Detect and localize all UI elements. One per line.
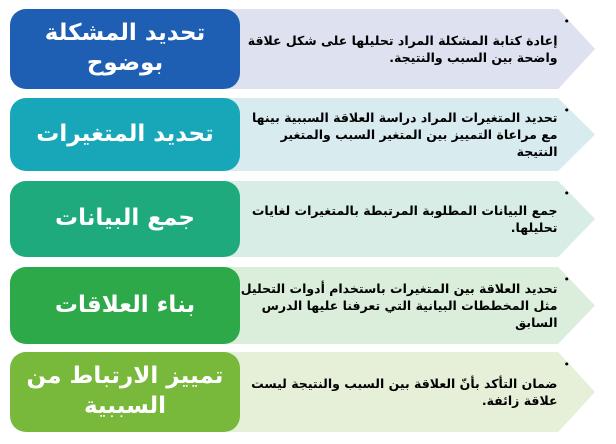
step-1-arrow-text	[240, 9, 570, 89]
step-1-title: تحديد المشكلة بوضوح	[44, 20, 206, 76]
step-3	[0, 181, 616, 257]
step-1-box	[10, 9, 240, 89]
step-3-box	[10, 181, 240, 257]
bullet-icon: •	[563, 104, 570, 117]
step-5-description: ضمان التأكد بأنّ العلاقة بين السبب والنتيجة ليست علاقة زائفة.	[251, 376, 558, 408]
step-4-description: تحديد العلاقة بين المتغيرات باستخدام أدوات التحليل مثل المخططات البيانية التي تعرفنا عليها الدرس السابق	[240, 281, 558, 330]
step-5-box	[10, 352, 240, 432]
step-5-arrow-text	[240, 352, 570, 432]
step-5	[0, 352, 616, 432]
step-2-arrow-text	[240, 98, 570, 171]
step-4	[0, 267, 616, 344]
step-3-arrow-text	[240, 181, 570, 257]
bullet-icon: •	[563, 15, 570, 28]
step-2-description: تحديد المتغيرات المراد دراسة العلاقة السببية بينها مع مراعاة التمييز بين المتغير السبب والمتغير النتيجة	[251, 110, 558, 159]
bullet-icon: •	[563, 358, 570, 371]
step-3-title: جمع البيانات	[54, 205, 196, 232]
bullet-icon: •	[563, 273, 570, 286]
step-2	[0, 98, 616, 171]
step-2-box	[10, 98, 240, 171]
step-1-description: إعادة كتابة المشكلة المراد تحليلها على شكل علاقة واضحة بين السبب والنتيجة.	[247, 33, 558, 65]
step-5-title: تمييز الارتباط من السببية	[26, 363, 224, 419]
step-4-arrow-text	[240, 267, 570, 344]
step-2-title: تحديد المتغيرات	[36, 120, 214, 147]
step-4-box	[10, 267, 240, 344]
bullet-icon: •	[563, 187, 570, 200]
step-3-description: جمع البيانات المطلوبة المرتبطة بالمتغيرات لغايات تحليلها.	[251, 203, 558, 235]
step-4-title: بناء العلاقات	[54, 291, 196, 318]
step-1	[0, 9, 616, 89]
